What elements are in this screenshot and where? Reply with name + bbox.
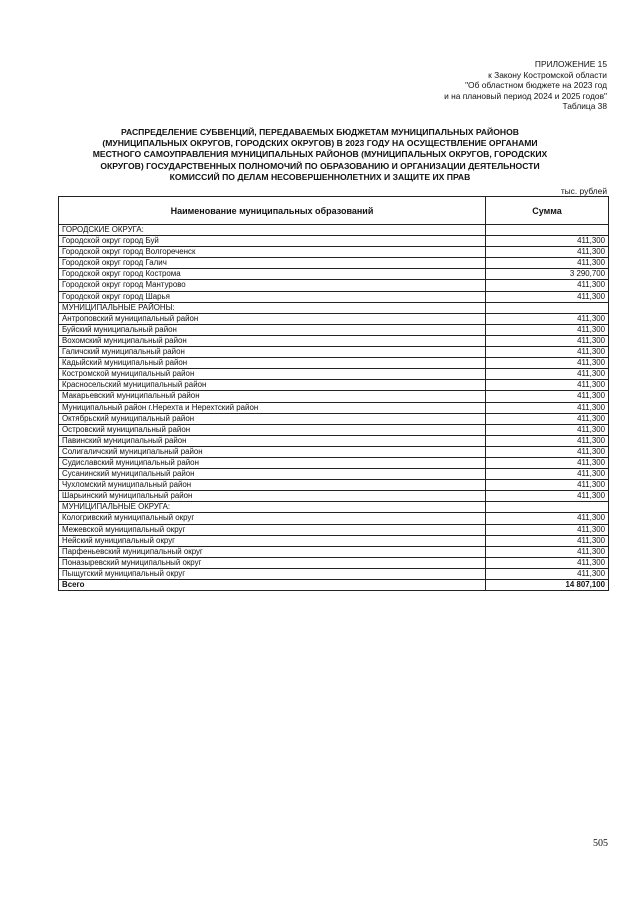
amount-cell: 411,300 (486, 313, 609, 324)
amount-cell: 411,300 (486, 413, 609, 424)
amount-cell: 411,300 (486, 347, 609, 358)
table-row (59, 413, 609, 424)
amount-cell: 411,300 (486, 335, 609, 346)
municipality-name: Городской округ город Мантурово (59, 280, 486, 291)
amount-cell: 411,300 (486, 380, 609, 391)
title-line: ОКРУГОВ) ГОСУДАРСТВЕННЫХ ПОЛНОМОЧИЙ ПО ОБРАЗОВАНИЮ И ОРГАНИЗАЦИИ ДЕЯТЕЛЬНОСТИ (100, 160, 540, 171)
law-reference: к Закону Костромской области (488, 69, 607, 80)
title-line: (МУНИЦИПАЛЬНЫХ ОКРУГОВ, ГОРОДСКИХ ОКРУГОВ) В 2023 ГОДУ НА ОСУЩЕСТВЛЕНИЕ ОРГАНАМИ (102, 138, 538, 149)
amount-cell: 411,300 (486, 446, 609, 457)
table-body (59, 225, 609, 591)
table-row (59, 380, 609, 391)
municipality-name: Городской округ город Буй (59, 236, 486, 247)
table-row (59, 546, 609, 557)
municipality-name: Нейский муниципальный округ (59, 535, 486, 546)
table-row (59, 391, 609, 402)
amount-cell (486, 302, 609, 313)
amount-cell: 411,300 (486, 557, 609, 568)
municipality-name: Городской округ город Волгореченск (59, 247, 486, 258)
total-amount: 14 807,100 (486, 580, 609, 591)
document-title (70, 127, 570, 183)
table-row (59, 369, 609, 380)
amount-cell: 411,300 (486, 280, 609, 291)
table-row (59, 280, 609, 291)
municipality-name: Поназыревский муниципальный округ (59, 557, 486, 568)
table-row (59, 469, 609, 480)
group-label: МУНИЦИПАЛЬНЫЕ РАЙОНЫ: (59, 302, 486, 313)
amount-cell: 411,300 (486, 402, 609, 413)
title-line: РАСПРЕДЕЛЕНИЕ СУБВЕНЦИЙ, ПЕРЕДАВАЕМЫХ БЮДЖЕТАМ МУНИЦИПАЛЬНЫХ РАЙОНОВ (120, 127, 520, 137)
municipality-name: Кадыйский муниципальный район (59, 358, 486, 369)
municipality-name: Вохомский муниципальный район (59, 335, 486, 346)
amount-cell: 411,300 (486, 435, 609, 446)
law-period: и на плановый период 2024 и 2025 годов" (444, 90, 607, 101)
municipality-name: Костромской муниципальный район (59, 369, 486, 380)
municipality-name: Красносельский муниципальный район (59, 380, 486, 391)
amount-cell: 411,300 (486, 369, 609, 380)
amount-cell: 411,300 (486, 324, 609, 335)
municipality-name: Городской округ город Шарья (59, 291, 486, 302)
municipality-name: Островский муниципальный район (59, 424, 486, 435)
table-number: Таблица 38 (562, 101, 607, 112)
table-row (59, 269, 609, 280)
group-header-row (59, 502, 609, 513)
table-row (59, 524, 609, 535)
municipality-name: Пыщугский муниципальный округ (59, 568, 486, 579)
amount-cell: 3 290,700 (486, 269, 609, 280)
table-row (59, 335, 609, 346)
total-label: Всего (59, 580, 486, 591)
table-row (59, 258, 609, 269)
table-row (59, 424, 609, 435)
municipality-name: Межевской муниципальный округ (59, 524, 486, 535)
amount-cell: 411,300 (486, 513, 609, 524)
table-row (59, 457, 609, 468)
municipality-name: Шарьинский муниципальный район (59, 491, 486, 502)
amount-cell (486, 225, 609, 236)
table-row (59, 313, 609, 324)
amount-cell: 411,300 (486, 524, 609, 535)
table-row (59, 480, 609, 491)
table-row (59, 535, 609, 546)
municipality-name: Макарьевский муниципальный район (59, 391, 486, 402)
amount-cell: 411,300 (486, 391, 609, 402)
amount-cell: 411,300 (486, 291, 609, 302)
table-row (59, 347, 609, 358)
amount-cell: 411,300 (486, 568, 609, 579)
group-header-row (59, 302, 609, 313)
municipality-name: Антроповский муниципальный район (59, 313, 486, 324)
amount-cell: 411,300 (486, 457, 609, 468)
appendix-header (444, 59, 607, 112)
table-row (59, 358, 609, 369)
group-label: ГОРОДСКИЕ ОКРУГА: (59, 225, 486, 236)
table-row (59, 568, 609, 579)
page-number: 505 (593, 838, 608, 849)
amount-cell: 411,300 (486, 535, 609, 546)
municipality-name: Буйский муниципальный район (59, 324, 486, 335)
amount-cell: 411,300 (486, 546, 609, 557)
group-header-row (59, 225, 609, 236)
municipality-name: Парфеньевский муниципальный округ (59, 546, 486, 557)
table-row (59, 513, 609, 524)
table-row (59, 324, 609, 335)
table-row (59, 291, 609, 302)
municipality-name: Кологривский муниципальный округ (59, 513, 486, 524)
law-title: "Об областном бюджете на 2023 год (465, 80, 607, 91)
municipality-name: Чухломский муниципальный район (59, 480, 486, 491)
amount-cell: 411,300 (486, 358, 609, 369)
header-amount: Сумма (486, 197, 609, 225)
municipality-name: Городской округ город Галич (59, 258, 486, 269)
amount-cell: 411,300 (486, 236, 609, 247)
amount-cell: 411,300 (486, 469, 609, 480)
title-line: МЕСТНОГО САМОУПРАВЛЕНИЯ МУНИЦИПАЛЬНЫХ РАЙОНОВ (МУНИЦИПАЛЬНЫХ ОКРУГОВ, ГОРОДСКИХ (92, 149, 548, 160)
amount-cell: 411,300 (486, 491, 609, 502)
amount-cell: 411,300 (486, 424, 609, 435)
table-row (59, 402, 609, 413)
municipality-name: Павинский муниципальный район (59, 435, 486, 446)
subvention-table (58, 196, 609, 591)
total-row (59, 580, 609, 591)
municipality-name: Городской округ город Кострома (59, 269, 486, 280)
title-line: КОМИССИЙ ПО ДЕЛАМ НЕСОВЕРШЕННОЛЕТНИХ И ЗАЩИТЕ ИХ ПРАВ (169, 171, 471, 182)
municipality-name: Галичский муниципальный район (59, 347, 486, 358)
amount-cell: 411,300 (486, 480, 609, 491)
municipality-name: Октябрьский муниципальный район (59, 413, 486, 424)
table-row (59, 446, 609, 457)
municipality-name: Солигаличский муниципальный район (59, 446, 486, 457)
table-row (59, 557, 609, 568)
table-row (59, 491, 609, 502)
group-label: МУНИЦИПАЛЬНЫЕ ОКРУГА: (59, 502, 486, 513)
municipality-name: Сусанинский муниципальный район (59, 469, 486, 480)
header-name: Наименование муниципальных образований (59, 197, 486, 225)
municipality-name: Муниципальный район г.Нерехта и Нерехтский район (59, 402, 486, 413)
table-row (59, 435, 609, 446)
amount-cell (486, 502, 609, 513)
table-row (59, 236, 609, 247)
municipality-name: Судиславский муниципальный район (59, 457, 486, 468)
table-row (59, 247, 609, 258)
units-label: тыс. рублей (560, 186, 607, 196)
appendix-number: ПРИЛОЖЕНИЕ 15 (534, 59, 607, 69)
amount-cell: 411,300 (486, 258, 609, 269)
table-header-row (59, 197, 609, 225)
amount-cell: 411,300 (486, 247, 609, 258)
